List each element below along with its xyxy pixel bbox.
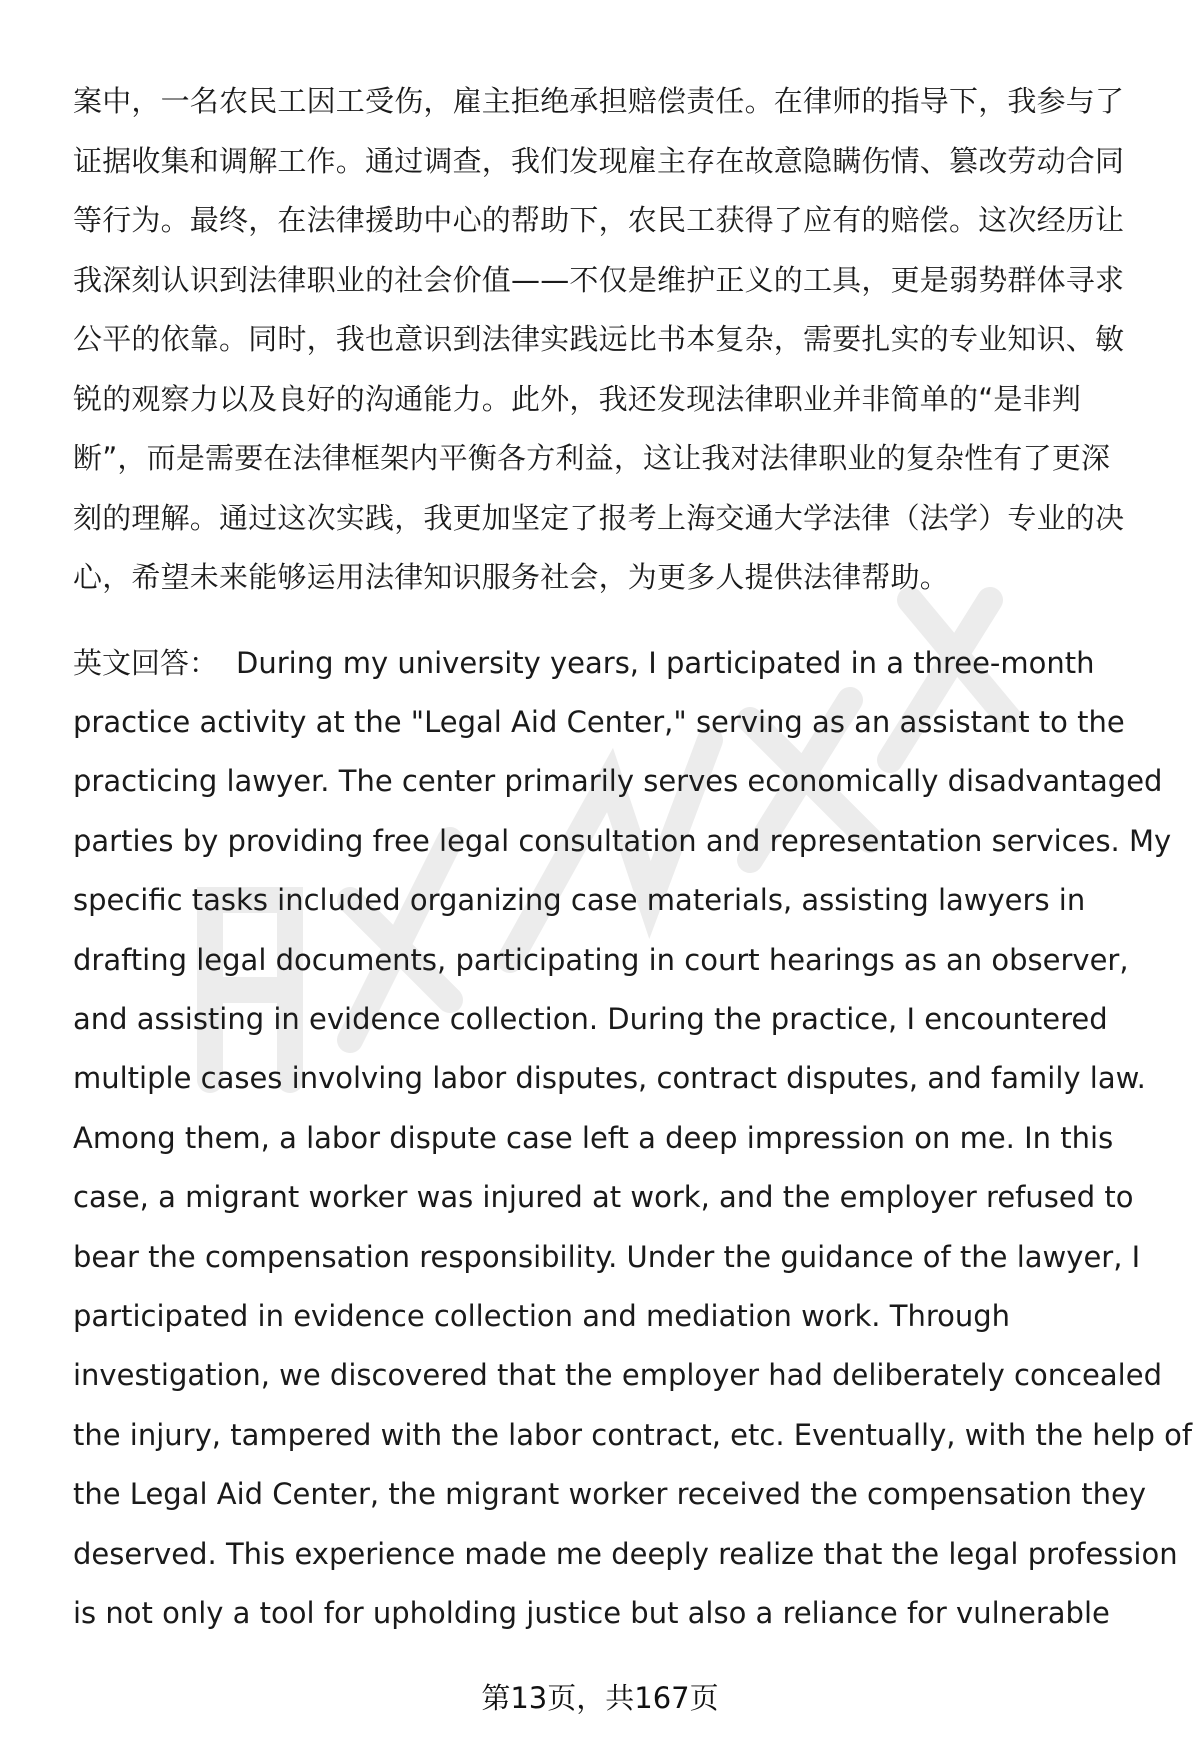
chinese-answer-paragraph <box>73 72 1165 608</box>
text-line: is not only a tool for upholding justice but also a reliance for vulnerable <box>73 1596 1110 1630</box>
text-line: the Legal Aid Center, the migrant worker received the compensation they <box>73 1477 1147 1512</box>
text-line: parties by providing free legal consultation and representation services. My <box>73 823 1172 858</box>
text-line: 我深刻认识到法律职业的社会价值——不仅是维护正义的工具，更是弱势群体寻求 <box>73 262 1125 297</box>
text-line: 案中，一名农民工因工受伤，雇主拒绝承担赔偿责任。在律师的指导下，我参与了 <box>73 84 1125 118</box>
text-line: practicing lawyer. The center primarily serves economically disadvantaged <box>73 764 1163 799</box>
english-answer-paragraph <box>73 634 1193 1644</box>
text-line: investigation, we discovered that the employer had deliberately concealed <box>73 1358 1162 1393</box>
text-line: drafting legal documents, participating in court hearings as an observer, <box>73 942 1129 977</box>
english-first-line: During my university years, I participated in a three-month <box>236 645 1095 680</box>
text-line: bear the compensation responsibility. Under the guidance of the lawyer, I <box>73 1239 1141 1274</box>
text-line: 锐的观察力以及良好的沟通能力。此外，我还发现法律职业并非简单的“是非判 <box>73 381 1082 416</box>
text-line-first <box>73 634 1165 693</box>
text-line: deserved. This experience made me deeply realize that the legal profession <box>73 1536 1178 1571</box>
text-line: 证据收集和调解工作。通过调查，我们发现雇主存在故意隐瞒伤情、篡改劳动合同 <box>73 143 1125 178</box>
text-line: 等行为。最终，在法律援助中心的帮助下，农民工获得了应有的赔偿。这次经历让 <box>73 203 1125 237</box>
text-line: 心，希望未来能够运用法律知识服务社会，为更多人提供法律帮助。 <box>73 560 950 594</box>
text-line: the injury, tampered with the labor contract, etc. Eventually, with the help of <box>73 1417 1193 1452</box>
page-number-footer: 第13页，共167页 <box>481 1681 719 1715</box>
document-body <box>73 72 1193 1643</box>
text-line: Among them, a labor dispute case left a deep impression on me. In this <box>73 1120 1114 1155</box>
text-line: 断”，而是需要在法律框架内平衡各方利益，这让我对法律职业的复杂性有了更深 <box>73 441 1111 475</box>
text-line: specific tasks included organizing case materials, assisting lawyers in <box>73 883 1086 918</box>
text-line: case, a migrant worker was injured at work, and the employer refused to <box>73 1180 1134 1215</box>
text-line: participated in evidence collection and mediation work. Through <box>73 1298 1011 1333</box>
text-line: 公平的依靠。同时，我也意识到法律实践远比书本复杂，需要扎实的专业知识、敏 <box>73 322 1125 356</box>
text-line: practice activity at the "Legal Aid Center," serving as an assistant to the <box>73 704 1125 739</box>
text-line: 刻的理解。通过这次实践，我更加坚定了报考上海交通大学法律（法学）专业的决 <box>73 500 1125 535</box>
text-line: multiple cases involving labor disputes, contract disputes, and family law. <box>73 1061 1146 1096</box>
english-answer-label: 英文回答： <box>73 645 219 680</box>
text-line: and assisting in evidence collection. During the practice, I encountered <box>73 1001 1108 1036</box>
